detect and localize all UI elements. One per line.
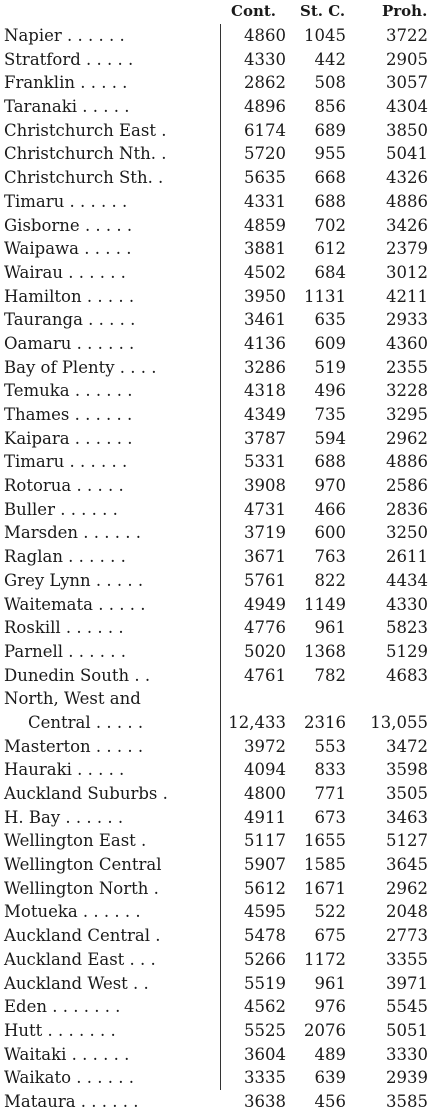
- table-row: [4, 806, 428, 830]
- electorate-name: Dunedin South . .: [4, 665, 151, 685]
- table-row: [4, 24, 428, 48]
- proh-value: 3505: [386, 784, 428, 803]
- stc-value: 833: [314, 760, 346, 780]
- cont-value: 3286: [244, 357, 286, 377]
- electorate-name: Stratford . . . . .: [4, 49, 134, 69]
- proh-value: 5127: [386, 831, 428, 851]
- proh-value: 4434: [386, 570, 428, 590]
- table-row: [4, 664, 428, 688]
- cont-value: 4860: [244, 26, 286, 45]
- proh-value: 4886: [386, 452, 428, 472]
- proh-value: 13,055: [370, 712, 428, 732]
- stc-value: 856: [314, 97, 346, 117]
- cont-value: 5761: [244, 570, 286, 590]
- table-body: [4, 24, 428, 1114]
- proh-value: 4886: [386, 191, 428, 211]
- stc-value: 1149: [304, 594, 346, 614]
- proh-value: 3850: [386, 120, 428, 140]
- cont-value: 4502: [244, 262, 286, 282]
- stc-value: 1671: [304, 878, 346, 898]
- proh-value: 4360: [386, 333, 428, 353]
- cont-value: 5331: [244, 452, 286, 472]
- electorate-name: Thames . . . . . .: [4, 405, 133, 424]
- table-row: [4, 711, 428, 735]
- stc-value: 553: [314, 736, 346, 756]
- cont-value: 3604: [244, 1044, 286, 1064]
- electorate-name: Hauraki . . . . .: [4, 760, 125, 780]
- electorate-name: Waikato . . . . . .: [4, 1068, 134, 1088]
- proh-value: 5545: [386, 997, 428, 1017]
- cont-value: 4136: [244, 333, 286, 353]
- electorate-name: Kaipara . . . . . .: [4, 428, 133, 448]
- electorate-name: Marsden . . . . . .: [4, 523, 141, 543]
- table-row: [4, 853, 428, 877]
- electorate-name: H. Bay . . . . . .: [4, 807, 124, 827]
- table-row: [4, 758, 428, 782]
- proh-value: 2905: [386, 49, 428, 69]
- cont-value: 3719: [244, 523, 286, 543]
- cont-value: 3787: [244, 428, 286, 448]
- table-row: [4, 995, 428, 1019]
- electorate-name: Eden . . . . . . .: [4, 997, 121, 1017]
- electorate-name: Central . . . . .: [28, 712, 144, 732]
- cont-value: 5612: [244, 878, 286, 898]
- electorate-name: Masterton . . . . .: [4, 736, 144, 756]
- stc-value: 2316: [304, 712, 346, 732]
- table-row: [4, 190, 428, 214]
- table-row: [4, 877, 428, 901]
- cont-value: 3972: [244, 736, 286, 756]
- stc-value: 689: [314, 120, 346, 140]
- cont-value: 3461: [244, 310, 286, 330]
- cont-value: 4094: [244, 760, 286, 780]
- stc-value: 976: [314, 997, 346, 1017]
- table-row: [4, 332, 428, 356]
- table-row: [4, 948, 428, 972]
- table-row: [4, 1019, 428, 1043]
- proh-value: 2962: [386, 878, 428, 898]
- stc-value: 688: [314, 452, 346, 472]
- proh-value: 3463: [386, 807, 428, 827]
- cont-value: 4949: [244, 594, 286, 614]
- cont-value: 4349: [244, 405, 286, 424]
- table-row: [4, 427, 428, 451]
- stc-value: 782: [314, 665, 346, 685]
- stc-value: 594: [314, 428, 346, 448]
- cont-value: 12,433: [228, 712, 286, 732]
- cont-value: 4859: [244, 215, 286, 235]
- table-row: [4, 285, 428, 309]
- electorate-name: Wellington North .: [4, 878, 159, 898]
- electorate-name: Waipawa . . . . .: [4, 239, 132, 259]
- table-row: [4, 687, 428, 711]
- proh-value: 2773: [386, 926, 428, 946]
- electorate-name: Oamaru . . . . . .: [4, 333, 135, 353]
- proh-value: 3472: [386, 736, 428, 756]
- electorate-name: Parnell . . . . . .: [4, 641, 126, 661]
- electorate-name: Christchurch Sth. .: [4, 168, 164, 188]
- cont-value: 3881: [244, 239, 286, 259]
- electorate-name: Hamilton . . . . .: [4, 286, 135, 306]
- election-results-table: [4, 0, 428, 1114]
- cont-value: 4595: [244, 902, 286, 922]
- stc-value: 668: [314, 168, 346, 188]
- table-row: [4, 545, 428, 569]
- cont-value: 5519: [244, 973, 286, 993]
- proh-value: 3012: [386, 262, 428, 282]
- proh-value: 2962: [386, 428, 428, 448]
- stc-value: 675: [314, 926, 346, 946]
- cont-value: 4330: [244, 49, 286, 69]
- proh-value: 2048: [386, 902, 428, 922]
- proh-value: 2379: [386, 239, 428, 259]
- proh-value: 4326: [386, 168, 428, 188]
- table-row: [4, 569, 428, 593]
- stc-value: 612: [314, 239, 346, 259]
- cont-value: 5266: [244, 949, 286, 969]
- stc-value: 970: [314, 476, 346, 496]
- stc-value: 635: [314, 310, 346, 330]
- header-cont: Cont.: [231, 2, 276, 20]
- proh-value: 3057: [386, 73, 428, 93]
- table-row: [4, 71, 428, 95]
- table-row: [4, 379, 428, 403]
- electorate-name: Auckland East . . .: [4, 949, 156, 969]
- proh-value: 2355: [386, 357, 428, 377]
- cont-value: 3638: [244, 1091, 286, 1111]
- electorate-name: Auckland West . .: [4, 973, 149, 993]
- stc-value: 688: [314, 191, 346, 211]
- stc-value: 1045: [304, 26, 346, 45]
- cont-value: 5117: [244, 831, 286, 851]
- cont-value: 4911: [244, 807, 286, 827]
- table-row: [4, 474, 428, 498]
- stc-value: 684: [314, 262, 346, 282]
- cont-value: 5020: [244, 641, 286, 661]
- table-row: [4, 166, 428, 190]
- electorate-name: Roskill . . . . . .: [4, 618, 124, 638]
- proh-value: 3295: [386, 405, 428, 424]
- stc-value: 456: [314, 1091, 346, 1111]
- stc-value: 466: [314, 499, 346, 519]
- electorate-name: Taranaki . . . . .: [4, 97, 130, 117]
- electorate-name: Rotorua . . . . .: [4, 476, 124, 496]
- stc-value: 771: [314, 784, 346, 803]
- cont-value: 3908: [244, 476, 286, 496]
- stc-value: 702: [314, 215, 346, 235]
- table-row: [4, 142, 428, 166]
- table-row: [4, 616, 428, 640]
- table-row: [4, 521, 428, 545]
- electorate-name: Buller . . . . . .: [4, 499, 118, 519]
- header-proh: Proh.: [382, 2, 428, 20]
- stc-value: 961: [314, 973, 346, 993]
- table-row: [4, 782, 428, 806]
- header-stc: St. C.: [300, 2, 346, 20]
- table-row: [4, 214, 428, 238]
- stc-value: 822: [314, 570, 346, 590]
- electorate-name: Christchurch East .: [4, 120, 167, 140]
- table-row: [4, 308, 428, 332]
- cont-value: 5478: [244, 926, 286, 946]
- stc-value: 508: [314, 73, 346, 93]
- cont-value: 4896: [244, 97, 286, 117]
- proh-value: 2939: [386, 1068, 428, 1088]
- cont-value: 6174: [244, 120, 286, 140]
- stc-value: 735: [314, 405, 346, 424]
- electorate-name: North, West and: [4, 689, 141, 709]
- table-row: [4, 261, 428, 285]
- cont-value: 4776: [244, 618, 286, 638]
- proh-value: 3426: [386, 215, 428, 235]
- electorate-name: Bay of Plenty . . . .: [4, 357, 157, 377]
- stc-value: 519: [314, 357, 346, 377]
- electorate-name: Wellington East .: [4, 831, 147, 851]
- electorate-name: Raglan . . . . . .: [4, 547, 126, 567]
- table-row: [4, 1066, 428, 1090]
- electorate-name: Franklin . . . . .: [4, 73, 128, 93]
- stc-value: 1131: [304, 286, 346, 306]
- proh-value: 5041: [386, 144, 428, 164]
- electorate-name: Waitaki . . . . . .: [4, 1044, 130, 1064]
- stc-value: 639: [314, 1068, 346, 1088]
- proh-value: 4304: [386, 97, 428, 117]
- cont-value: 4761: [244, 665, 286, 685]
- proh-value: 3722: [386, 26, 428, 45]
- stc-value: 1585: [304, 855, 346, 875]
- stc-value: 496: [314, 381, 346, 401]
- table-row: [4, 48, 428, 72]
- table-row: [4, 450, 428, 474]
- table-row: [4, 593, 428, 617]
- stc-value: 763: [314, 547, 346, 567]
- proh-value: 4683: [386, 665, 428, 685]
- table-row: [4, 829, 428, 853]
- cont-value: 4731: [244, 499, 286, 519]
- electorate-name: Wellington Central: [4, 855, 162, 875]
- electorate-name: Grey Lynn . . . . .: [4, 570, 144, 590]
- stc-value: 1655: [304, 831, 346, 851]
- electorate-name: Timaru . . . . . .: [4, 191, 128, 211]
- proh-value: 5823: [386, 618, 428, 638]
- column-headers: [4, 0, 428, 24]
- cont-value: 5907: [244, 855, 286, 875]
- proh-value: 5129: [386, 641, 428, 661]
- proh-value: 3585: [386, 1091, 428, 1111]
- cont-value: 4562: [244, 997, 286, 1017]
- cont-value: 5525: [244, 1020, 286, 1040]
- cont-value: 5720: [244, 144, 286, 164]
- electorate-name: Timaru . . . . . .: [4, 452, 128, 472]
- proh-value: 5051: [386, 1020, 428, 1040]
- proh-value: 3971: [386, 973, 428, 993]
- cont-value: 3335: [244, 1068, 286, 1088]
- proh-value: 2933: [386, 310, 428, 330]
- electorate-name: Motueka . . . . . .: [4, 902, 141, 922]
- table-row: [4, 1090, 428, 1114]
- stc-value: 673: [314, 807, 346, 827]
- table-row: [4, 735, 428, 759]
- cont-value: 4331: [244, 191, 286, 211]
- table-row: [4, 403, 428, 427]
- proh-value: 3330: [386, 1044, 428, 1064]
- proh-value: 2611: [386, 547, 428, 567]
- stc-value: 955: [314, 144, 346, 164]
- proh-value: 3598: [386, 760, 428, 780]
- proh-value: 3250: [386, 523, 428, 543]
- proh-value: 3355: [386, 949, 428, 969]
- table-row: [4, 640, 428, 664]
- table-row: [4, 356, 428, 380]
- proh-value: 2836: [386, 499, 428, 519]
- table-row: [4, 924, 428, 948]
- proh-value: 3228: [386, 381, 428, 401]
- cont-value: 2862: [244, 73, 286, 93]
- electorate-name: Auckland Suburbs .: [4, 784, 168, 803]
- electorate-name: Hutt . . . . . . .: [4, 1020, 116, 1040]
- electorate-name: Waitemata . . . . .: [4, 594, 146, 614]
- table-row: [4, 900, 428, 924]
- stc-value: 1368: [304, 641, 346, 661]
- stc-value: 489: [314, 1044, 346, 1064]
- electorate-name: Gisborne . . . . .: [4, 215, 133, 235]
- electorate-name: Auckland Central .: [4, 926, 161, 946]
- stc-value: 961: [314, 618, 346, 638]
- electorate-name: Mataura . . . . . .: [4, 1091, 139, 1111]
- proh-value: 4330: [386, 594, 428, 614]
- table-row: [4, 119, 428, 143]
- proh-value: 4211: [386, 286, 428, 306]
- table-row: [4, 237, 428, 261]
- stc-value: 442: [314, 49, 346, 69]
- stc-value: 600: [314, 523, 346, 543]
- stc-value: 609: [314, 333, 346, 353]
- electorate-name: Temuka . . . . . .: [4, 381, 133, 401]
- table-row: [4, 1043, 428, 1067]
- stc-value: 1172: [304, 949, 346, 969]
- electorate-name: Napier . . . . . .: [4, 26, 125, 45]
- electorate-name: Christchurch Nth. .: [4, 144, 167, 164]
- proh-value: 3645: [386, 855, 428, 875]
- table-row: [4, 95, 428, 119]
- stc-value: 2076: [304, 1020, 346, 1040]
- cont-value: 3671: [244, 547, 286, 567]
- cont-value: 3950: [244, 286, 286, 306]
- electorate-name: Wairau . . . . . .: [4, 262, 126, 282]
- cont-value: 5635: [244, 168, 286, 188]
- electorate-name: Tauranga . . . . .: [4, 310, 136, 330]
- proh-value: 2586: [386, 476, 428, 496]
- stc-value: 522: [314, 902, 346, 922]
- cont-value: 4800: [244, 784, 286, 803]
- table-row: [4, 972, 428, 996]
- cont-value: 4318: [244, 381, 286, 401]
- table-row: [4, 498, 428, 522]
